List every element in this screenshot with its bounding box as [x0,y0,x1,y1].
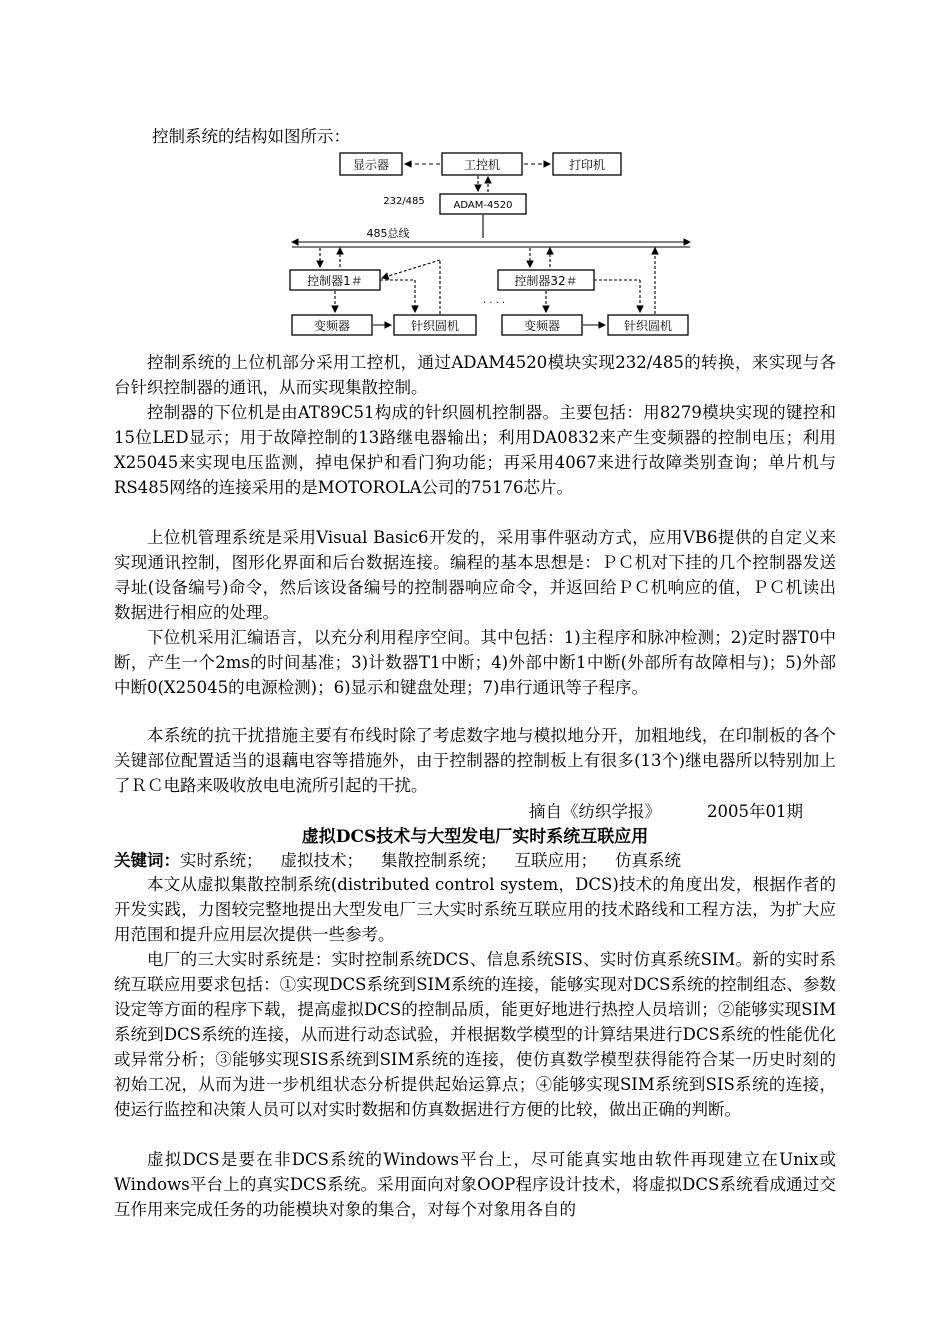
diagram-vfd-2-label: 变频器 [523,319,561,333]
diagram-controller-1-label: 控制器1＃ [307,274,363,288]
diagram-printer-label: 打印机 [568,158,606,172]
diagram-bus-label: 485总线 [366,227,410,240]
keyword: 实时系统； [180,851,263,870]
keywords-line [114,847,699,871]
diagram-knit-1-label: 针织圆机 [410,319,460,333]
keyword: 互联应用； [514,851,597,870]
diagram-vfd-1-label: 变频器 [313,319,351,333]
paragraph: 本系统的抗干扰措施主要有布线时除了考虑数字地与模拟地分开，加粗地线，在印制板的各个关键部位配置适当的退藕电容等措施外，由于控制器的控制板上有很多(13个)继电器所以特别加上了ＲＣ电路来吸收放电电流所引起的干扰。 [114,726,836,795]
intro-line: 控制系统的结构如图所示： [152,127,350,146]
keyword: 虚拟技术； [280,851,363,870]
article-title: 虚拟DCS技术与大型发电厂实时系统互联应用 [301,827,649,847]
article-paragraph: 虚拟DCS是要在非DCS系统的Windows平台上，尽可能真实地由软件再现建立在Unix或Windows平台上的真实DCS系统。采用面向对象OOP程序设计技术，将虚拟DCS系统看成通过交互作用来完成任务的功能模块对象的集合，对每个对象用各自的 [114,1150,836,1219]
article-paragraph: 本文从虚拟集散控制系统(distributed control system，DCS)技术的角度出发，根据作者的开发实践，力图较完整地提出大型发电厂三大实时系统互联应用的技术路线和工程方法，为扩大应用范围和提升应用层次提供一些参考。 [114,875,836,944]
control-system-diagram [280,148,700,338]
article-paragraph: 电厂的三大实时系统是：实时控制系统DCS、信息系统SIS、实时仿真系统SIM。新的实时系统互联应用要求包括：①实现DCS系统到SIM系统的连接，能够实现对DCS系统的控制组态、参数设定等方面的程序下载，提高虚拟DCS的控制品质，能更好地进行热控人员培训；②能够实现SIM系统到DCS系统的连接，从而进行动态试验，并根据数学模型的计算结果进行DCS系统的性能优化或异常分析；③能够实现SIS系统到SIM系统的连接，使仿真数学模型获得能符合某一历史时刻的初始工况，从而为进一步机组状态分析提供起始运算点；④能够实现SIM系统到SIS系统的连接，使运行监控和决策人员可以对实时数据和仿真数据进行方便的比较，做出正确的判断。 [114,950,836,1119]
source-journal: 摘自《纺织学报》 [529,802,661,821]
paragraph: 控制器的下位机是由AT89C51构成的针织圆机控制器。主要包括：用8279模块实现的键控和15位LED显示；用于故障控制的13路继电器输出；利用DA0832来产生变频器的控制电压；利用X25045来实现电压监测，掉电保护和看门狗功能；再采用4067来进行故障类别查询；单片机与RS485网络的连接采用的是MOTOROLA公司的75176芯片。 [114,403,836,497]
diagram-adam-label: ADAM-4520 [453,200,513,211]
keyword: 仿真系统 [615,851,681,870]
paragraph: 下位机采用汇编语言，以充分利用程序空间。其中包括：1)主程序和脉冲检测；2)定时器T0中断，产生一个2ms的时间基准；3)计数器T1中断；4)外部中断1中断(外部所有故障相与)；5)外部中断0(X25045的电源检测)；6)显示和键盘处理；7)串行通讯等子程序。 [114,628,836,697]
keywords-label: 关键词： [114,851,180,870]
diagram-display-label: 显示器 [352,158,390,172]
source-date: 2005年01期 [707,802,803,821]
diagram-ellipsis: · · · · [482,298,506,309]
source-citation [529,798,803,822]
paragraph: 控制系统的上位机部分采用工控机，通过ADAM4520模块实现232/485的转换，来实现与各台针织控制器的通讯，从而实现集散控制。 [114,353,836,397]
diagram-knit-2-label: 针织圆机 [623,319,673,333]
diagram-controller-32-label: 控制器32＃ [514,274,578,288]
diagram-ipc-label: 工控机 [463,158,501,172]
keyword: 集散控制系统； [381,851,497,870]
paragraph: 上位机管理系统是采用Visual Basic6开发的，采用事件驱动方式，应用VB6提供的自定义来实现通讯控制，图形化界面和后台数据连接。编程的基本思想是：ＰＣ机对下挂的几个控制器发送寻址(设备编号)命令，然后该设备编号的控制器响应命令，并返回给ＰＣ机响应的值，ＰＣ机读出数据进行相应的处理。 [114,528,836,622]
diagram-protocol-label: 232/485 [383,196,425,207]
